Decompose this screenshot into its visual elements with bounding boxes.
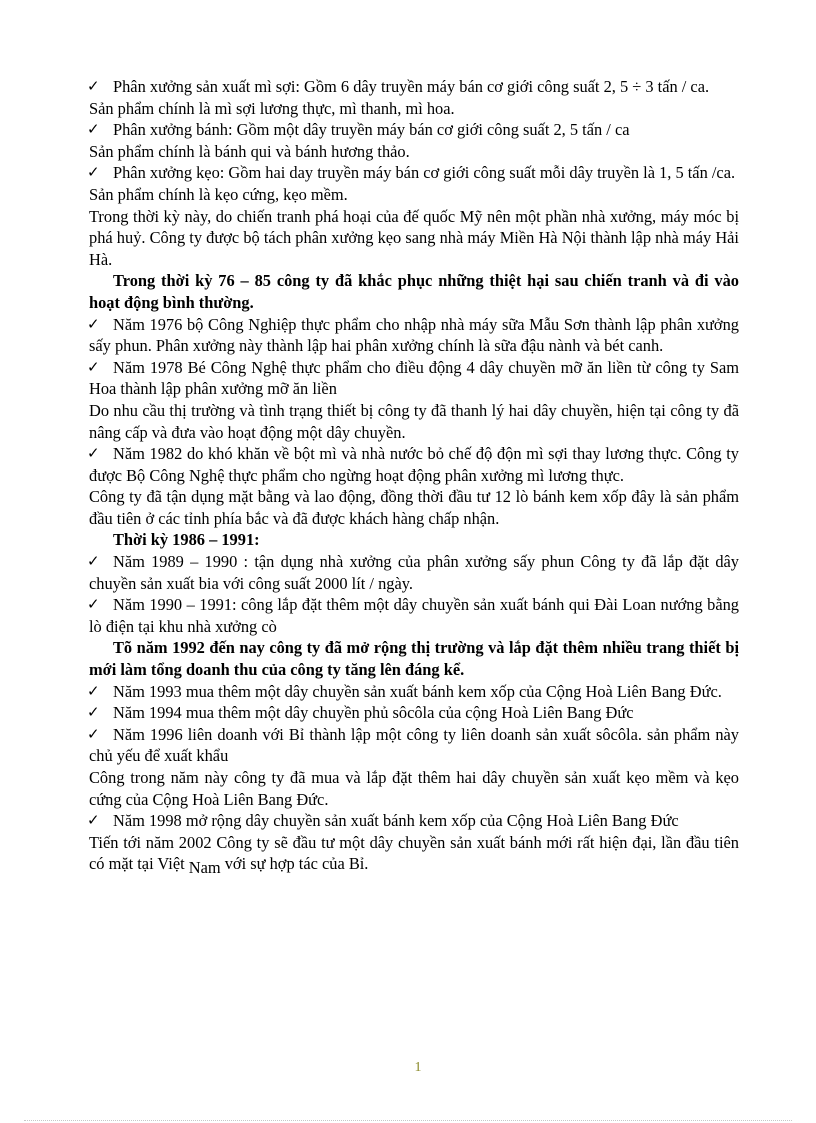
body-paragraph: Trong thời kỳ này, do chiến tranh phá hoại của đế quốc Mỹ nên một phần nhà xưởng, máy móc bị phá huỷ. Công ty được bộ tách phân xưởng kẹo sang nhà máy Miền Hà Nội thành lập nhà máy Hải Hà. (89, 206, 739, 269)
page-footer-divider (24, 1120, 792, 1121)
checklist-item-text: Năm 1989 – 1990 : tận dụng nhà xưởng của phân xưởng sấy phun Công ty đã lắp đặt dây chuyền sản xuất bia với công suất 2000 lít / ngày. (89, 552, 739, 593)
checklist-item (89, 162, 739, 184)
checkmark-icon: ✓ (87, 552, 100, 571)
section-heading: Trong thời kỳ 76 – 85 công ty đã khắc phục những thiệt hại sau chiến tranh và đi vào hoạt động bình thường. (89, 271, 739, 312)
checklist-item-text: Năm 1982 do khó khăn về bột mì và nhà nước bỏ chế độ độn mì sợi thay lương thực. Công ty được Bộ Công Nghệ thực phẩm cho ngừng hoạt động phân xưởng mì lương thực. (89, 444, 739, 485)
checklist-item (89, 443, 739, 486)
body-paragraph: Công ty đã tận dụng mặt bằng và lao động, đồng thời đầu tư 12 lò bánh kem xốp đây là sản phẩm đầu tiên ở các tỉnh phía bắc và đã được khách hàng chấp nhận. (89, 487, 739, 528)
checklist-item (89, 551, 739, 594)
checklist-item-text: Năm 1996 liên doanh với Bỉ thành lập một công ty liên doanh sản xuất sôcôla. sản phẩm này chủ yếu để xuất khẩu (89, 724, 739, 766)
checklist-item-text: Phân xưởng sản xuất mì sợi: Gồm 6 dây truyền máy bán cơ giới công suất 2, 5 ÷ 3 tấn / ca. (113, 77, 710, 96)
checkmark-icon: ✓ (87, 595, 100, 614)
body-paragraph: Sản phẩm chính là bánh qui và bánh hương thảo. (89, 141, 410, 161)
checklist-item (89, 119, 739, 141)
body-paragraph (89, 832, 739, 878)
paragraph-text-lowered: Nam (188, 858, 221, 878)
body-paragraph: Công trong năm này công ty đã mua và lắp đặt thêm hai dây chuyền sản xuất kẹo mềm và kẹo cứng của Cộng Hoà Liên Bang Đức. (89, 768, 739, 809)
section-heading: Thời kỳ 1986 – 1991: (113, 530, 260, 550)
checkmark-icon: ✓ (87, 163, 100, 182)
checklist-item (89, 594, 739, 637)
checklist-item-text: Năm 1978 Bé Công Nghệ thực phẩm cho điều động 4 dây chuyền mỡ ăn liền từ công ty Sam Hoa thành lập phân xưởng mỡ ăn liền (89, 357, 739, 399)
body-paragraph: Sản phẩm chính là mì sợi lương thực, mì thanh, mì hoa. (89, 98, 455, 118)
checklist-item-text: Phân xưởng bánh: Gồm một dây truyền máy bán cơ giới công suất 2, 5 tấn / ca (113, 120, 630, 140)
checklist-item (89, 702, 739, 724)
paragraph-text: với sự hợp tác của Bỉ. (220, 854, 369, 874)
checklist-item (89, 314, 739, 357)
document-body (87, 76, 739, 878)
checklist-item (89, 357, 739, 400)
page-number: 1 (414, 1060, 422, 1075)
body-paragraph: Sản phẩm chính là kẹo cứng, kẹo mềm. (89, 184, 348, 204)
checklist-item (89, 810, 739, 832)
checklist-item (89, 76, 739, 98)
section-heading: Tõ năm 1992 đến nay công ty đã mở rộng thị trường và lắp đặt thêm nhiều trang thiết bị mới làm tổng doanh thu của công ty tăng lên đáng kể. (89, 638, 739, 680)
checklist-item-text: Năm 1994 mua thêm một dây chuyền phủ sôcôla của cộng Hoà Liên Bang Đức (113, 703, 634, 723)
checklist-item-text: Năm 1993 mua thêm một dây chuyền sản xuất bánh kem xốp của Cộng Hoà Liên Bang Đức. (113, 681, 722, 701)
checklist-item (89, 681, 739, 703)
checklist-item-text: Năm 1990 – 1991: công lắp đặt thêm một dây chuyền sản xuất bánh qui Đài Loan nướng bằng lò điện tại khu nhà xưởng cò (89, 595, 739, 636)
checkmark-icon: ✓ (87, 681, 100, 700)
checkmark-icon: ✓ (87, 314, 100, 333)
checkmark-icon: ✓ (87, 811, 100, 830)
checklist-item-text: Năm 1976 bộ Công Nghiệp thực phẩm cho nhập nhà máy sữa Mẫu Sơn thành lập phân xưởng sấy phun. Phân xưởng này thành lập hai phân xưởng chính là sữa đậu nành và bét canh. (89, 314, 739, 356)
checkmark-icon: ✓ (87, 357, 100, 376)
checklist-item-text: Phân xưởng kẹo: Gồm hai day truyền máy bán cơ giới công suất mỗi dây truyền là 1, 5 tấn /ca. (113, 163, 736, 183)
checkmark-icon: ✓ (87, 724, 100, 743)
checkmark-icon: ✓ (87, 120, 100, 139)
checklist-item (89, 724, 739, 767)
checkmark-icon: ✓ (87, 77, 100, 95)
checkmark-icon: ✓ (87, 444, 100, 463)
checkmark-icon: ✓ (87, 703, 100, 722)
body-paragraph: Do nhu cầu thị trường và tình trạng thiết bị công ty đã thanh lý hai dây chuyền, hiện tại công ty đã nâng cấp và đưa vào hoạt động một dây chuyền. (89, 400, 739, 442)
checklist-item-text: Năm 1998 mở rộng dây chuyền sản xuất bánh kem xốp của Cộng Hoà Liên Bang Đức (113, 811, 679, 831)
paragraph-text: Tiến tới năm 2002 Công ty sẽ đầu tư một dây chuyền sản xuất bánh mới rất hiện đại, lần đầu tiên có mặt tại Việt (89, 832, 739, 874)
